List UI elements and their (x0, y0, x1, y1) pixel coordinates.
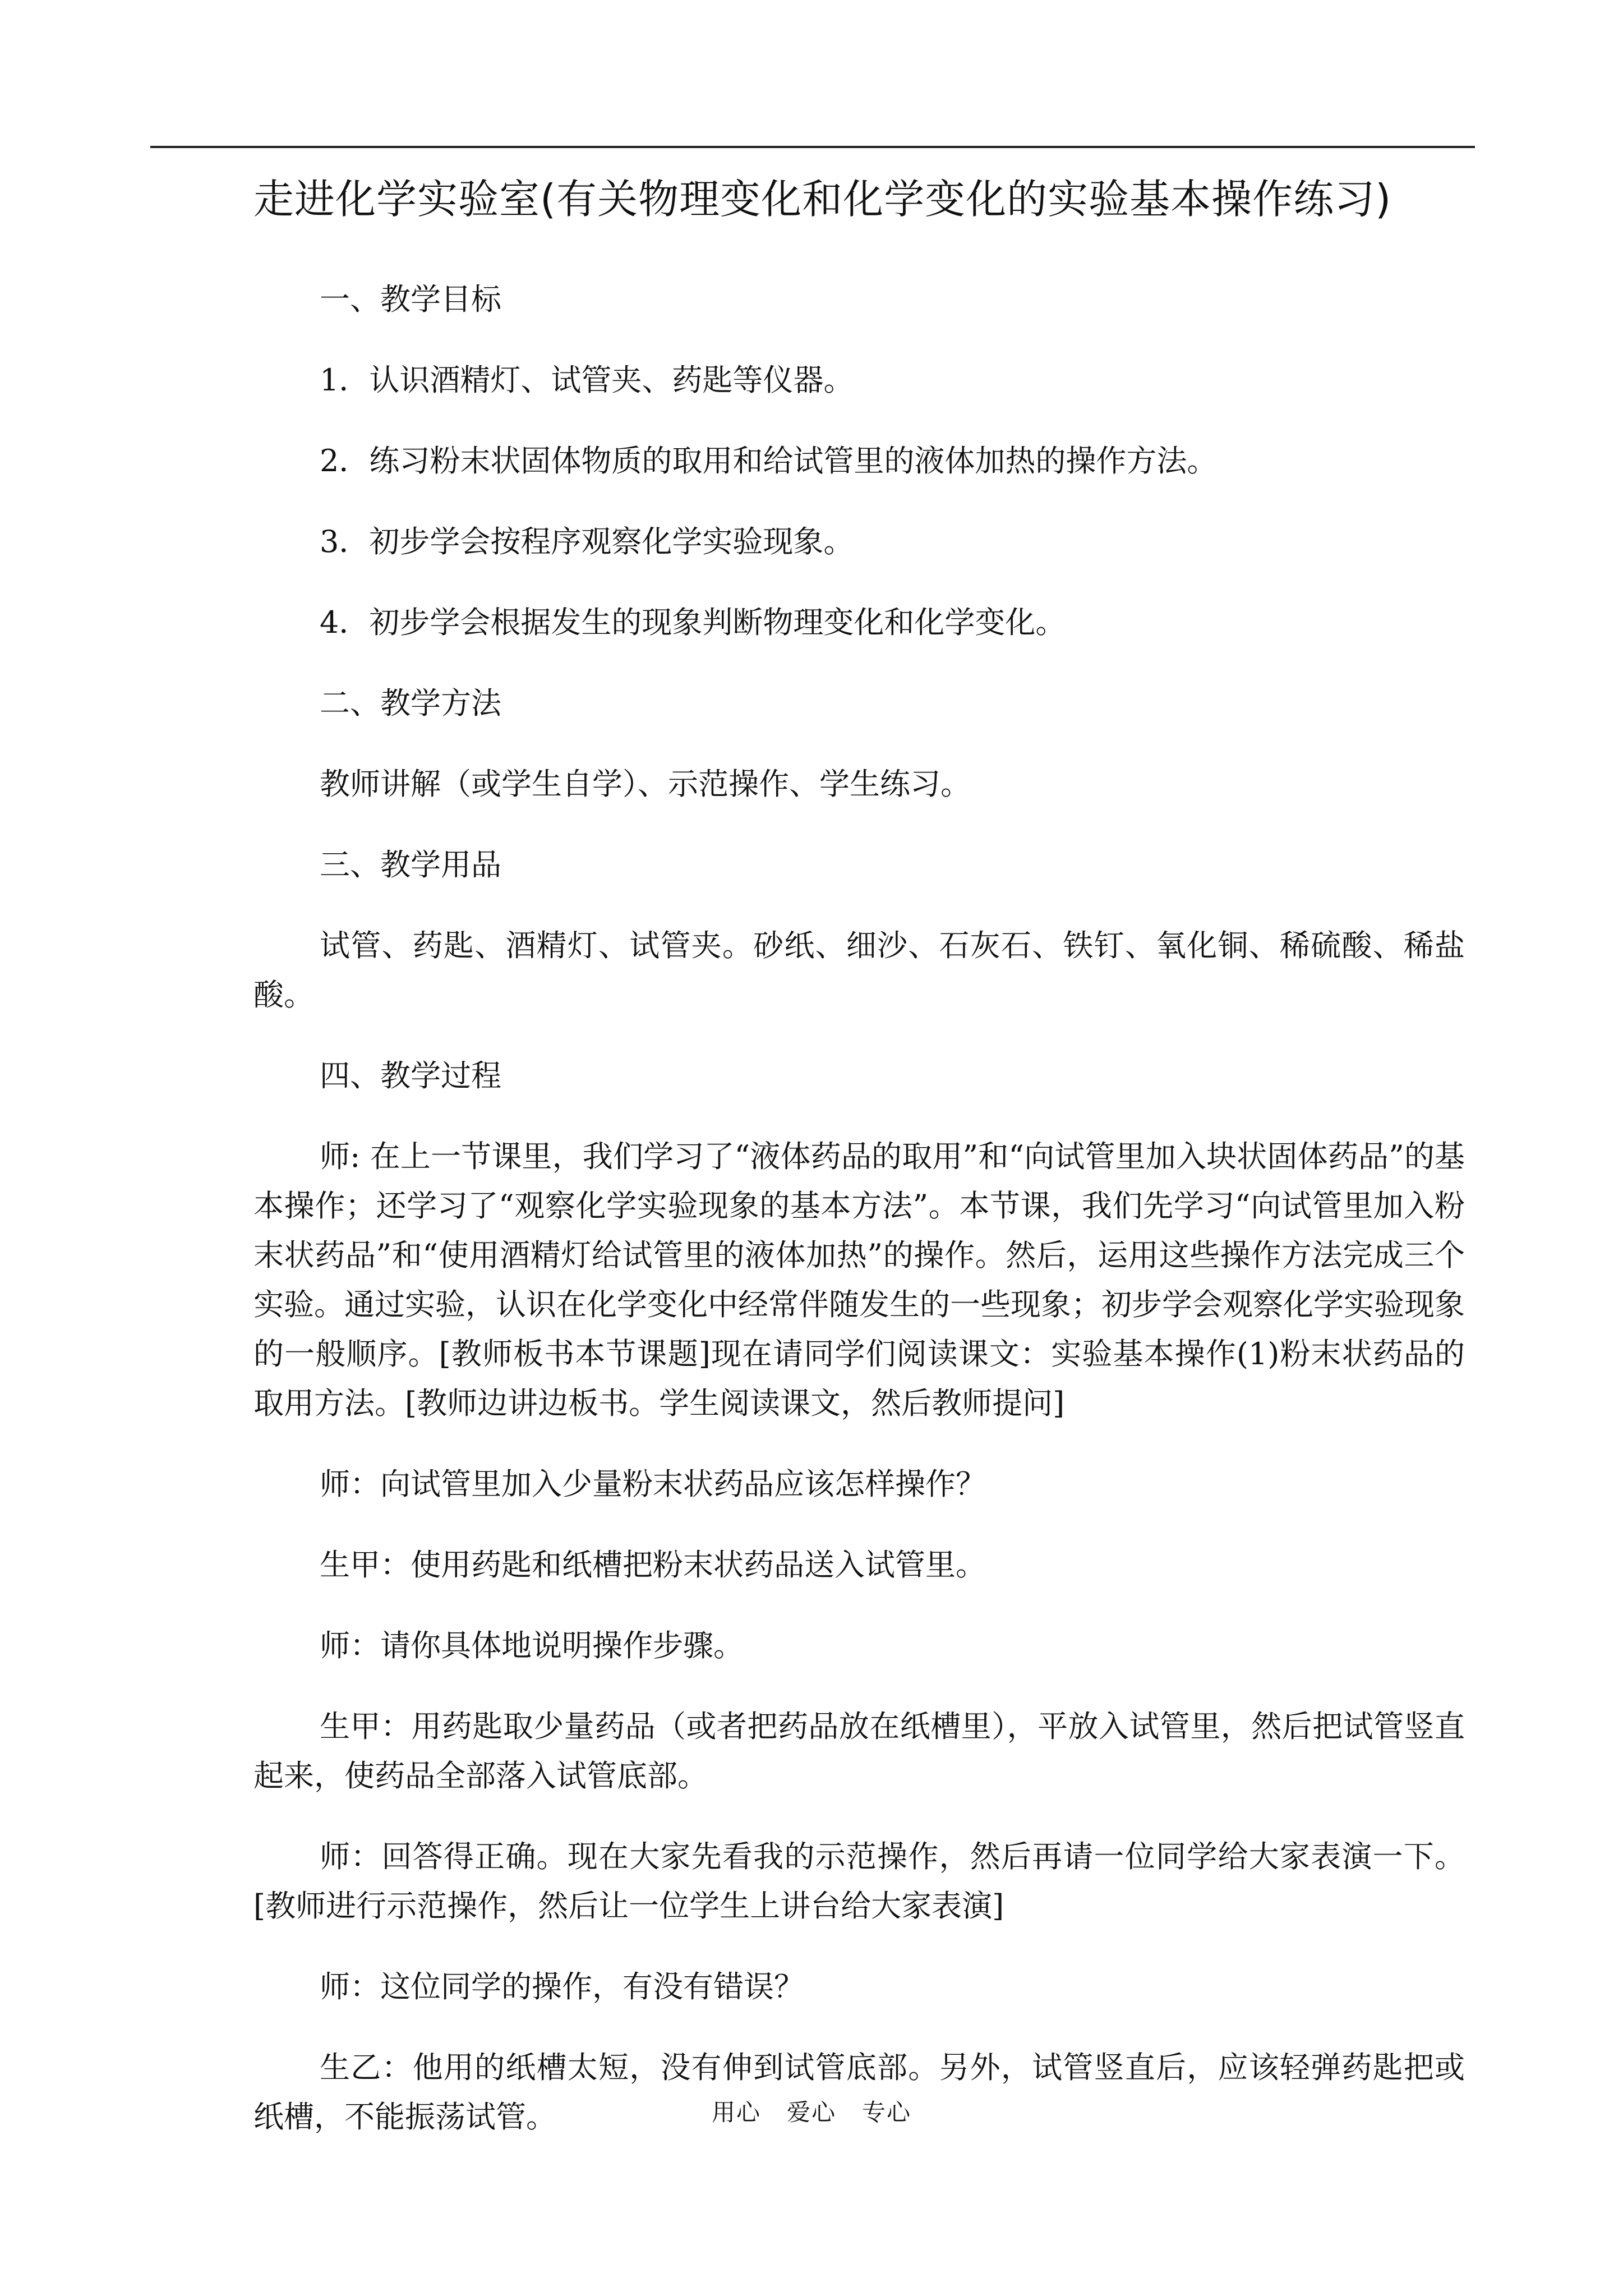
dialogue-line: 师：这位同学的操作，有没有错误？ (320, 1969, 804, 2004)
goal-item-3: 3．初步学会按程序观察化学实验现象。 (320, 524, 854, 559)
document-body (253, 275, 1465, 2173)
heading-teaching-goals: 一、教学目标 (320, 282, 501, 317)
goal-item-2: 2．练习粉末状固体物质的取用和给试管里的液体加热的操作方法。 (320, 443, 1218, 478)
dialogue-line: 师：向试管里加入少量粉末状药品应该怎样操作？ (320, 1466, 986, 1502)
heading-teaching-process: 四、教学过程 (320, 1058, 501, 1093)
document-title: 走进化学实验室(有关物理变化和化学变化的实验基本操作练习) (253, 176, 1392, 223)
heading-teaching-materials: 三、教学用品 (320, 847, 501, 882)
dialogue-line: 师：请你具体地说明操作步骤。 (320, 1628, 744, 1663)
process-paragraph: 师: 在上一节课里，我们学习了“液体药品的取用”和“向试管里加入块状固体药品”的基本操作；还学习了“观察化学实验现象的基本方法”。本节课，我们先学习“向试管里加入粉末状药品”和“使用酒精灯给试管里的液体加热”的操作。然后，运用这些操作方法完成三个实验。通过实验，认识在化学变化中经常伴随发生的一些现象；初步学会观察化学实验现象的一般顺序。[教师板书本节课题]现在请同学们阅读课文：实验基本操作(1)粉末状药品的取用方法。[教师边讲边板书。学生阅读课文，然后教师提问] (253, 1139, 1465, 1421)
header-rule (150, 146, 1475, 148)
dialogue-line: 师：回答得正确。现在大家先看我的示范操作，然后再请一位同学给大家表演一下。[教师进行示范操作，然后让一位学生上讲台给大家表演] (253, 1839, 1465, 1924)
heading-teaching-methods: 二、教学方法 (320, 685, 501, 721)
methods-text: 教师讲解（或学生自学）、示范操作、学生练习。 (320, 766, 971, 802)
page-footer: 用心 爱心 专心 (711, 2099, 912, 2126)
materials-text: 试管、药匙、酒精灯、试管夹。砂纸、细沙、石灰石、铁钉、氧化铜、稀硫酸、稀盐酸。 (253, 928, 1465, 1013)
dialogue-line: 生甲：使用药匙和纸槽把粉末状药品送入试管里。 (320, 1547, 986, 1582)
goal-item-1: 1．认识酒精灯、试管夹、药匙等仪器。 (320, 362, 854, 398)
dialogue-line: 生乙：他用的纸槽太短，没有伸到试管底部。另外，试管竖直后，应该轻弹药匙把或纸槽，不能振荡试管。 (253, 2050, 1465, 2134)
goal-item-4: 4．初步学会根据发生的现象判断物理变化和化学变化。 (320, 605, 1066, 640)
dialogue-line: 生甲：用药匙取少量药品（或者把药品放在纸槽里），平放入试管里，然后把试管竖直起来，使药品全部落入试管底部。 (253, 1709, 1465, 1793)
